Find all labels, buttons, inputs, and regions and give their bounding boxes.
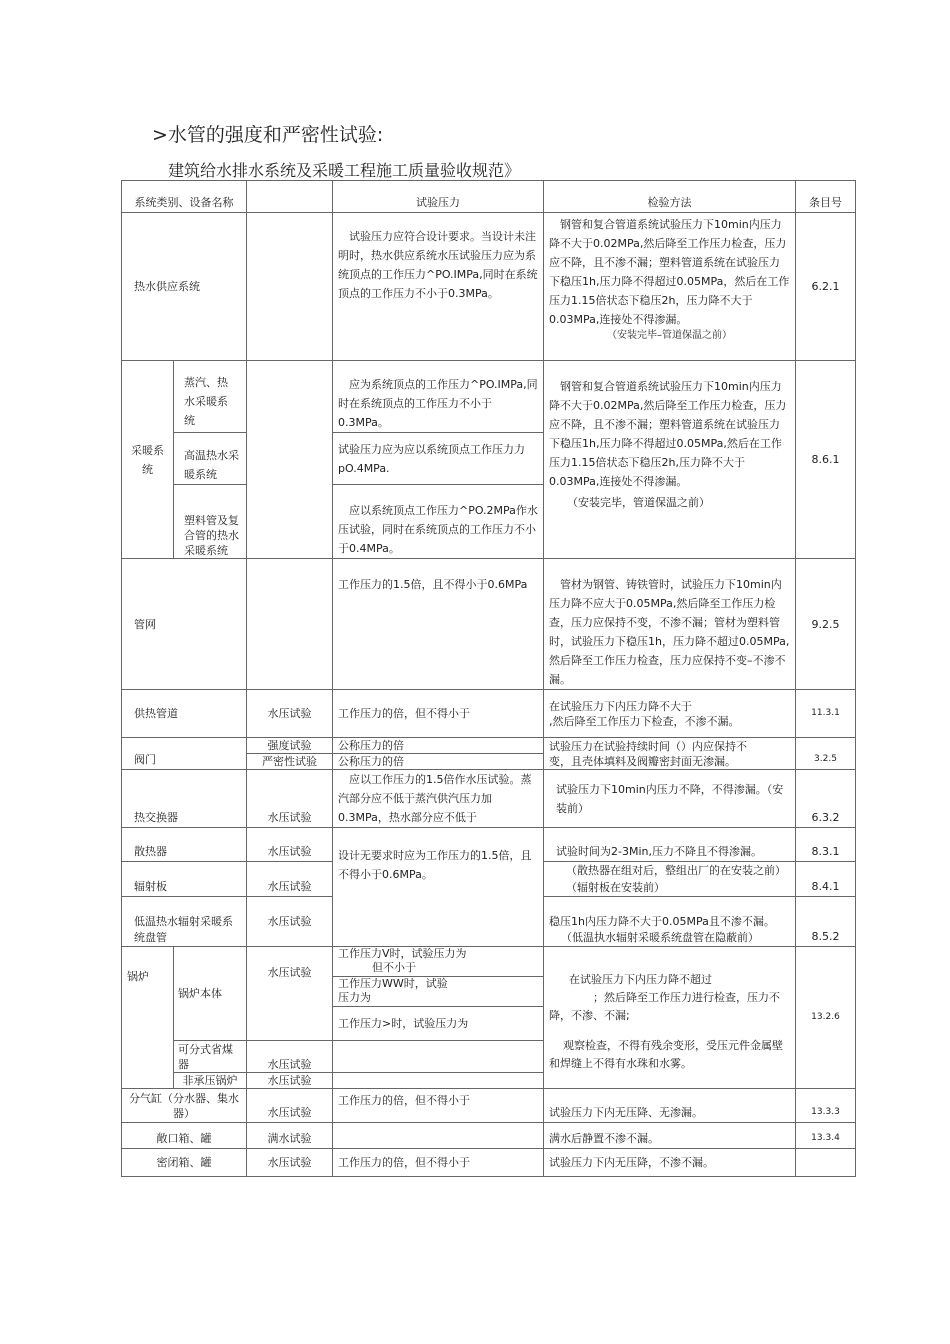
heating-clause: 8.6.1 bbox=[796, 361, 856, 559]
row-pressure bbox=[333, 1123, 544, 1149]
row-name: 管网 bbox=[122, 559, 247, 690]
shared-pressure: 设计无要求时应为工作压力的1.5倍，且不得小于0.6MPa。 bbox=[333, 828, 544, 947]
row-name: 供热管道 bbox=[122, 690, 247, 738]
row-clause: 13.3.3 bbox=[796, 1089, 856, 1123]
row-pressure: 工作压力的倍，但不得小于 bbox=[333, 1089, 544, 1123]
heating-sub3: 塑料管及复合管的热水采暖系统 bbox=[174, 485, 247, 559]
row-test-type bbox=[247, 559, 333, 690]
row-test-type: 水压试验 bbox=[247, 1089, 333, 1123]
nonpressure-name: 非承压锅炉 bbox=[174, 1073, 247, 1089]
page-subtitle: 建筑给水排水系统及采暖工程施工质量验收规范》 bbox=[168, 161, 521, 180]
row-clause: 9.2.5 bbox=[796, 559, 856, 690]
table-row bbox=[122, 738, 856, 754]
row-test-type: 水压试验 bbox=[247, 690, 333, 738]
boiler-group: 锅炉 bbox=[122, 947, 174, 1089]
row-method bbox=[544, 213, 796, 361]
boiler-body: 锅炉本体 bbox=[174, 947, 247, 1041]
pressure-line: 压力为 bbox=[338, 991, 371, 1004]
row-name: 热交换器 bbox=[122, 770, 247, 828]
boiler-clause: 13.2.6 bbox=[796, 947, 856, 1089]
valve-method bbox=[544, 738, 796, 770]
row-clause: 8.3.1 bbox=[796, 828, 856, 862]
valve-test2: 严密性试验 bbox=[247, 754, 333, 770]
page-title: >水管的强度和严密性试验: bbox=[152, 124, 384, 146]
row-test-type: 水压试验 bbox=[247, 862, 333, 897]
row-method: 满水后静置不渗不漏。 bbox=[544, 1123, 796, 1149]
table-row bbox=[122, 828, 856, 862]
method-line: 在试验压力下内压力降不超过 bbox=[569, 973, 712, 986]
method-note: （低温执水辐射采暖系统盘管在隐蔽前） bbox=[561, 931, 759, 944]
table-row bbox=[122, 559, 856, 690]
heating-group: 采暖系统 bbox=[122, 361, 174, 559]
boiler-test: 水压试验 bbox=[247, 947, 333, 1041]
row-method: 试验压力下10min内压力不降，不得渗漏。（安装前） bbox=[544, 770, 796, 828]
method-note: （安装完毕–管道保温之前） bbox=[607, 330, 732, 341]
row-pressure: 工作压力的1.5倍，且不得小于0.6MPa bbox=[333, 559, 544, 690]
economizer-test: 水压试验 bbox=[247, 1041, 333, 1073]
economizer-pressure bbox=[333, 1041, 544, 1073]
row-method: 试验时间为2-3Min,压力不降且不得渗漏。 bbox=[544, 828, 796, 862]
row-clause: 6.3.2 bbox=[796, 770, 856, 828]
header-pressure: 试验压力 bbox=[333, 181, 544, 213]
table-row bbox=[122, 690, 856, 738]
table-header-row bbox=[122, 181, 856, 213]
method-text: 稳压1h内压力降不大于0.05MPa且不渗不漏。 bbox=[549, 915, 775, 928]
valve-pressure2: 公称压力的倍 bbox=[333, 754, 544, 770]
row-method bbox=[544, 690, 796, 738]
boiler-pressure2 bbox=[333, 977, 544, 1007]
valve-clause: 3.2.5 bbox=[796, 738, 856, 770]
row-name: 散热器 bbox=[122, 828, 247, 862]
boiler-pressure3: 工作压力>时，试验压力为 bbox=[333, 1007, 544, 1041]
row-test-type: 水压试验 bbox=[247, 897, 333, 947]
table-row bbox=[122, 947, 856, 977]
row-clause: 8.5.2 bbox=[796, 897, 856, 947]
nonpressure-pressure bbox=[333, 1073, 544, 1089]
pressure-line: 工作压力WW时，试验 bbox=[338, 977, 448, 990]
row-method: 试验压力下内无压降、无渗漏。 bbox=[544, 1089, 796, 1123]
row-clause: 8.4.1 bbox=[796, 862, 856, 897]
economizer-name: 可分式省煤器 bbox=[174, 1041, 247, 1073]
method-line: ,然后降至工作压力下检查，不渗不漏。 bbox=[549, 714, 740, 728]
table-row bbox=[122, 1149, 856, 1177]
header-category: 系统类别、设备名称 bbox=[122, 181, 247, 213]
nonpressure-test: 水压试验 bbox=[247, 1073, 333, 1089]
row-method: 管材为钢管、铸铁管时，试验压力下10min内压力降不应大于0.05MPa,然后降至工作压力检查，压力应保持不变，不渗不漏；管材为塑料管时，试验压力下稳压1h，压力降不超过0.05MPa,然后降至工作压力检查，压力应保持不变–不渗不漏。 bbox=[544, 559, 796, 690]
heating-sub1: 蒸汽、热水采暖系统 bbox=[174, 361, 247, 433]
row-pressure: 工作压力的倍，但不得小于 bbox=[333, 690, 544, 738]
table-row bbox=[122, 1089, 856, 1123]
valve-pressure1: 公称压力的倍 bbox=[333, 738, 544, 754]
row-test-type: 水压试验 bbox=[247, 1149, 333, 1177]
boiler-pressure1 bbox=[333, 947, 544, 977]
method-text: 钢管和复合管道系统试验压力下10min内压力降不大于0.02MPa,然后降至工作压力检查，压力应不降，且不渗不漏；塑料管道系统在试验压力下稳压1h,压力降不得超过0.05MPa,然后在工作压力1.15倍状态下稳压2h,压力降不大于0.03MPa,连接处不得渗漏。 bbox=[549, 380, 787, 488]
pressure-line: 工作压力V时，试验压力为 bbox=[338, 947, 467, 960]
table-row bbox=[122, 770, 856, 828]
row-test-type bbox=[247, 361, 333, 559]
row-name: 分气缸（分水器、集水器） bbox=[122, 1089, 247, 1123]
row-name: 低温热水辐射采暖系统盘管 bbox=[122, 897, 247, 947]
header-test-type bbox=[247, 181, 333, 213]
heating-sub2: 高温热水采暖系统 bbox=[174, 433, 247, 485]
row-name: 敞口箱、罐 bbox=[122, 1123, 247, 1149]
row-pressure: 应以工作压力的1.5倍作水压试验。蒸汽部分应不低于蒸汽供汽压力加0.3MPa，热水部分应不低于 bbox=[333, 770, 544, 828]
method-note: （安装完毕，管道保温之前） bbox=[567, 496, 710, 509]
table-row bbox=[122, 361, 856, 433]
method-line: 观察检查，不得有残余变形，受压元件金属壁和焊缝上不得有水珠和水雾。 bbox=[549, 1039, 783, 1070]
header-method: 检验方法 bbox=[544, 181, 796, 213]
row-name: 辐射板 bbox=[122, 862, 247, 897]
valve-test1: 强度试验 bbox=[247, 738, 333, 754]
method-line: 变，且壳体填料及阀瓣密封面无渗漏。 bbox=[549, 755, 736, 768]
row-clause: 13.3.4 bbox=[796, 1123, 856, 1149]
row-name: 阀门 bbox=[122, 738, 247, 770]
method-line: ；然后降至工作压力进行检查，压力不降，不渗、不漏; bbox=[549, 991, 780, 1022]
method-text: 钢管和复合管道系统试验压力下10min内压力降不大于0.02MPa,然后降至工作压力检查，压力应不降，且不渗不漏；塑料管道系统在试验压力下稳压1h,压力降不得超过0.05MPa，然后在工作压力1.15倍状态下稳压2h，压力降不大于0.03MPa,连接处不得渗漏。 bbox=[549, 218, 790, 326]
pressure-test-table bbox=[121, 180, 856, 1177]
row-pressure: 试验压力应符合设计要求。当设计未注明时，热水供应系统水压试验压力应为系统顶点的工作压力^PO.IMPa,同时在系统顶点的工作压力不小于0.3MPa。 bbox=[333, 213, 544, 361]
row-method bbox=[544, 897, 796, 947]
row-test-type bbox=[247, 213, 333, 361]
boiler-method bbox=[544, 947, 796, 1089]
pressure-line: 但不小于 bbox=[372, 961, 416, 974]
row-method: 试验压力下内无压降，不渗不漏。 bbox=[544, 1149, 796, 1177]
row-clause bbox=[796, 1149, 856, 1177]
shared-note: （散热器在组对后，整组出厂的在安装之前）（辐射板在安装前） bbox=[544, 862, 796, 897]
heating-pressure3: 应以系统顶点工作压力^PO.2MPa作水压试验，同时在系统顶点的工作压力不小于0.4MPa。 bbox=[333, 485, 544, 559]
heating-method bbox=[544, 361, 796, 559]
row-clause: 6.2.1 bbox=[796, 213, 856, 361]
row-test-type: 满水试验 bbox=[247, 1123, 333, 1149]
table-row bbox=[122, 213, 856, 361]
table-row bbox=[122, 1123, 856, 1149]
row-test-type: 水压试验 bbox=[247, 828, 333, 862]
row-name: 密闭箱、罐 bbox=[122, 1149, 247, 1177]
row-name: 热水供应系统 bbox=[122, 213, 247, 361]
row-clause: 11.3.1 bbox=[796, 690, 856, 738]
row-pressure: 工作压力的倍，但不得小于 bbox=[333, 1149, 544, 1177]
row-test-type: 水压试验 bbox=[247, 770, 333, 828]
header-clause: 条目号 bbox=[796, 181, 856, 213]
heating-pressure1: 应为系统顶点的工作压力^PO.IMPa,同时在系统顶点的工作压力不小于0.3MPa。 bbox=[333, 361, 544, 433]
method-line: 在试验压力下内压力降不大于 bbox=[549, 699, 692, 713]
method-line: 试验压力在试验持续时间（）内应保持不 bbox=[549, 740, 747, 753]
heating-pressure2: 试验压力应为应以系统顶点工作压力力pO.4MPa. bbox=[333, 433, 544, 485]
